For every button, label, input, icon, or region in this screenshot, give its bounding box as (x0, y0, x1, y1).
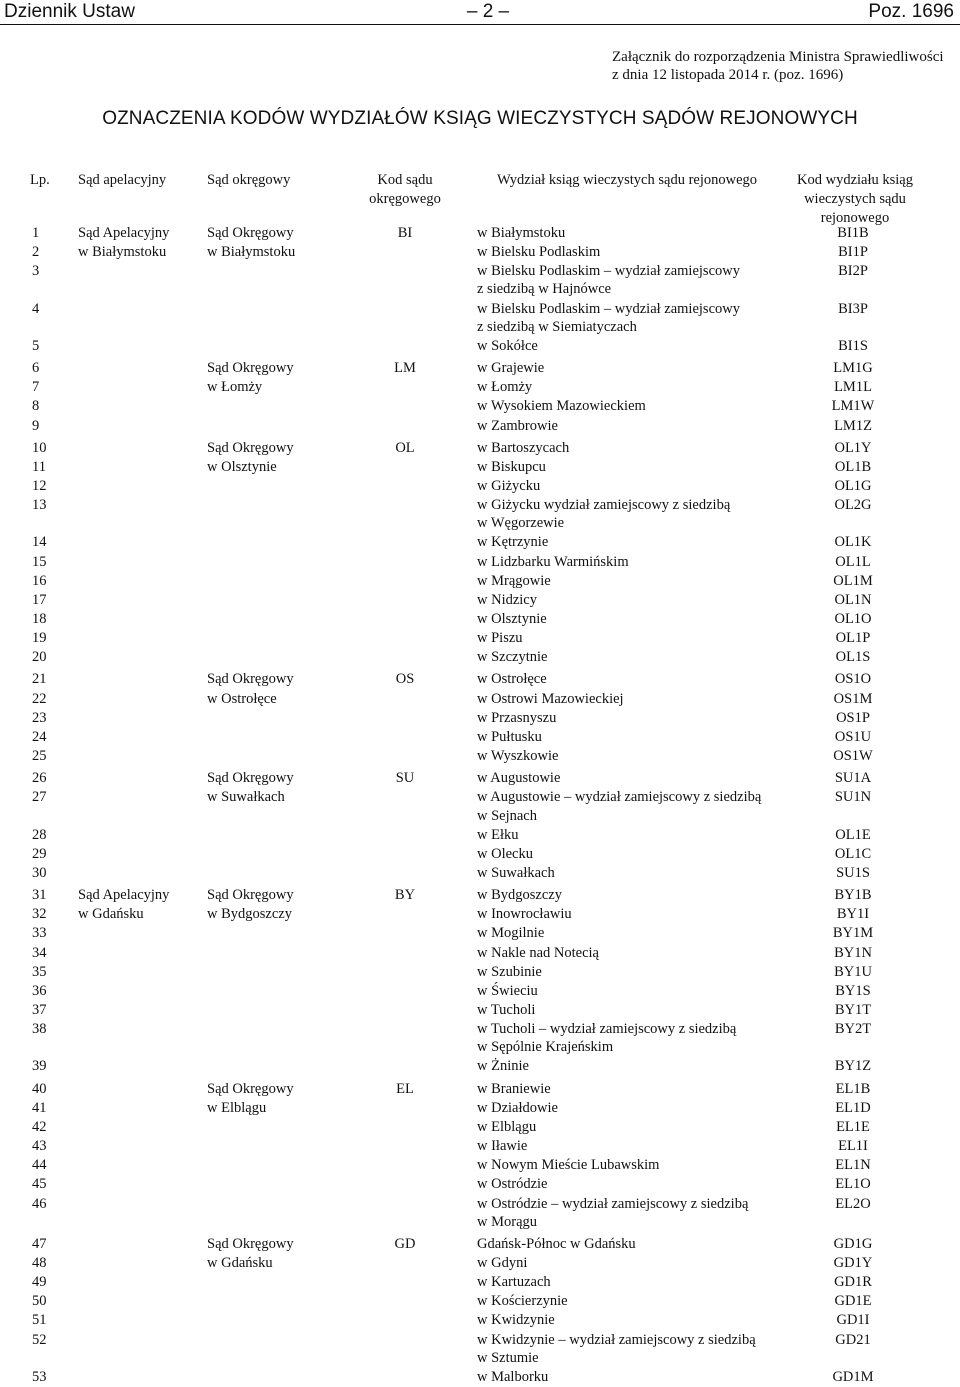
row-division-continued: w Sępólnie Krajeńskim (477, 1039, 614, 1056)
row-division-code: BY1T (834, 1002, 872, 1018)
row-division-code: OL1O (834, 611, 872, 627)
row-lp: 47 (32, 1235, 47, 1252)
row-division: w Malborku (477, 1368, 549, 1385)
row-division: w Pułtusku (477, 728, 542, 745)
row-division: w Tucholi – wydział zamiejscowy z siedzibą (477, 1021, 737, 1038)
row-lp: 6 (32, 360, 40, 377)
row-regional-court: w Elblągu (207, 1099, 267, 1116)
row-division-code: BY2T (834, 1021, 872, 1038)
row-division: w Nowym Mieście Lubawskim (477, 1157, 660, 1174)
row-division-code: OL1C (834, 845, 872, 862)
row-division: w Bartoszycach (477, 439, 570, 456)
row-lp: 11 (32, 458, 46, 475)
row-division-code: EL1O (835, 1176, 871, 1193)
row-division-continued: w Morągu (477, 1213, 538, 1230)
row-regional-code: EL (396, 1080, 414, 1097)
row-lp: 33 (32, 925, 47, 942)
row-division-code: GD1R (834, 1274, 872, 1291)
header-regional-court: Sąd okręgowy (207, 172, 291, 188)
row-lp: 8 (32, 398, 40, 415)
row-division: w Lidzbarku Warmińskim (477, 553, 629, 570)
row-division-code: OL1K (834, 534, 872, 551)
row-division-code: OS1P (836, 709, 870, 726)
row-division-code: GD1M (832, 1368, 874, 1385)
row-division: Gdańsk-Północ w Gdańsku (477, 1235, 636, 1252)
row-division-code: EL1I (838, 1138, 868, 1154)
row-division-code: OL1Y (834, 439, 872, 456)
row-division-code: OL1G (834, 477, 872, 494)
journal-name: Dziennik Ustaw (4, 1, 135, 22)
row-division: w Szczytnie (477, 649, 548, 666)
row-regional-code: OS (395, 671, 415, 688)
row-division: w Augustowie (477, 770, 561, 787)
row-division-code: OL1S (835, 649, 871, 666)
row-division-code: LM1L (834, 379, 872, 396)
row-lp: 10 (32, 439, 47, 456)
annex-line-2: z dnia 12 listopada 2014 r. (poz. 1696) (612, 67, 844, 83)
row-lp: 37 (32, 1002, 47, 1018)
row-lp: 53 (32, 1368, 47, 1385)
row-regional-court: w Białymstoku (207, 244, 296, 261)
row-division-code: GD21 (835, 1331, 871, 1348)
row-division-code: SU1N (834, 789, 872, 806)
row-division: w Bielsku Podlaskim – wydział zamiejscowy (477, 263, 740, 280)
header-appeal-court: Sąd apelacyjny (78, 172, 167, 188)
row-lp: 18 (32, 611, 47, 627)
row-lp: 12 (32, 477, 47, 494)
row-appeal-court: Sąd Apelacyjny (78, 887, 170, 904)
row-lp: 9 (32, 417, 40, 434)
row-division: w Inowrocławiu (477, 906, 572, 923)
row-division: w Zambrowie (477, 417, 558, 434)
row-regional-court: w Ostrołęce (207, 690, 277, 707)
row-division-code: EL1D (835, 1099, 871, 1116)
row-division: w Ełku (477, 826, 519, 843)
row-division: w Olecku (477, 845, 533, 862)
row-lp: 49 (32, 1274, 47, 1291)
row-lp: 38 (32, 1021, 47, 1038)
row-lp: 20 (32, 649, 47, 666)
row-division-continued: w Węgorzewie (477, 515, 565, 532)
row-division-continued: z siedzibą w Siemiatyczach (477, 318, 637, 335)
row-division: w Wyszkowie (477, 748, 559, 764)
row-division-code: BI1B (837, 225, 869, 241)
row-lp: 19 (32, 630, 47, 647)
row-division-continued: z siedzibą w Hajnówce (477, 281, 612, 298)
row-division-continued: w Sejnach (477, 807, 537, 824)
row-appeal-court: w Gdańsku (78, 906, 144, 923)
header-regional-code: Kod sądu okręgowego (369, 172, 441, 207)
row-lp: 2 (32, 244, 40, 261)
row-division: w Augustowie – wydział zamiejscowy z siedzibą (477, 789, 762, 806)
row-lp: 30 (32, 864, 47, 881)
row-division: w Braniewie (477, 1080, 551, 1097)
row-regional-code: OL (395, 439, 415, 456)
row-division-code: BI1P (838, 244, 868, 261)
row-lp: 15 (32, 553, 47, 570)
row-regional-court: Sąd Okręgowy (207, 360, 294, 377)
row-lp: 26 (32, 770, 47, 787)
position-number: Poz. 1696 (868, 1, 954, 22)
row-lp: 31 (32, 887, 47, 904)
row-division-continued: w Sztumie (477, 1349, 539, 1366)
row-division-code: GD1E (834, 1293, 872, 1310)
row-division-code: SU1A (834, 770, 872, 787)
row-lp: 1 (32, 225, 40, 241)
row-lp: 22 (32, 690, 47, 707)
row-appeal-court: w Białymstoku (78, 244, 167, 261)
row-lp: 17 (32, 591, 47, 608)
row-division: w Działdowie (477, 1099, 558, 1116)
row-regional-court: Sąd Okręgowy (207, 887, 294, 904)
row-division-code: BY1Z (834, 1058, 872, 1075)
row-lp: 16 (32, 572, 47, 589)
row-division-code: EL2O (835, 1195, 871, 1212)
row-division-code: BY1U (834, 963, 872, 980)
row-division-code: OS1U (834, 728, 872, 745)
row-lp: 44 (32, 1157, 47, 1174)
row-regional-court: w Łomży (207, 379, 263, 396)
row-regional-court: w Bydgoszczy (207, 906, 292, 923)
row-lp: 48 (32, 1255, 47, 1271)
row-regional-code: SU (395, 770, 415, 787)
row-division: w Iławie (477, 1138, 528, 1154)
row-division-code: GD1G (833, 1235, 873, 1252)
row-lp: 13 (32, 497, 47, 514)
header-lp: Lp. (30, 172, 50, 188)
row-lp: 43 (32, 1138, 47, 1154)
header-division: Wydział ksiąg wieczystych sądu rejonowego (496, 172, 758, 188)
row-lp: 35 (32, 963, 47, 980)
row-division-code: SU1S (836, 864, 870, 881)
row-division: w Suwałkach (477, 864, 555, 881)
row-regional-court: Sąd Okręgowy (207, 1080, 294, 1097)
row-division: w Elblągu (477, 1118, 537, 1135)
row-division: w Tucholi (477, 1002, 536, 1018)
row-regional-court: Sąd Okręgowy (207, 770, 294, 787)
row-division: w Grajewie (477, 360, 545, 377)
row-regional-court: Sąd Okręgowy (207, 225, 294, 241)
row-lp: 50 (32, 1293, 47, 1310)
row-division: w Ostrołęce (477, 671, 547, 688)
row-regional-code: GD (394, 1235, 416, 1252)
row-division-code: BI3P (838, 300, 868, 317)
row-regional-court: w Gdańsku (207, 1255, 273, 1271)
row-division: w Bielsku Podlaskim – wydział zamiejscowy (477, 300, 740, 317)
row-division-code: EL1B (835, 1080, 871, 1097)
row-division: w Ostrowi Mazowieckiej (477, 690, 624, 707)
row-lp: 32 (32, 906, 47, 923)
row-division-code: OS1O (834, 671, 872, 688)
row-division: w Bydgoszczy (477, 887, 562, 904)
row-division: w Nidzicy (477, 591, 537, 608)
row-division: w Kętrzynie (477, 534, 549, 551)
row-lp: 29 (32, 845, 47, 862)
row-division: w Kościerzynie (477, 1293, 568, 1310)
row-regional-court: Sąd Okręgowy (207, 1235, 294, 1252)
row-division: w Nakle nad Notecią (477, 944, 599, 961)
row-division: w Giżycku (477, 477, 541, 494)
row-division: w Łomży (477, 379, 533, 396)
row-division-code: OL1E (835, 826, 871, 843)
row-division: w Mogilnie (477, 925, 545, 942)
row-regional-code: BY (394, 887, 416, 904)
row-lp: 4 (32, 300, 40, 317)
row-lp: 46 (32, 1195, 47, 1212)
row-division: w Piszu (477, 630, 523, 647)
row-division-code: BY1S (835, 982, 871, 999)
row-division-code: LM1G (833, 360, 873, 377)
row-division: w Szubinie (477, 963, 542, 980)
row-division-code: LM1W (831, 398, 875, 415)
row-division-code: BY1N (834, 944, 872, 961)
row-division-code: EL1E (836, 1118, 870, 1135)
row-division: w Żninie (477, 1058, 529, 1075)
row-division: w Gdyni (477, 1255, 528, 1271)
row-division-code: OS1W (833, 748, 873, 764)
row-lp: 39 (32, 1058, 47, 1075)
row-division-code: BI1S (838, 337, 868, 354)
row-division-code: OL2G (834, 497, 872, 514)
row-division: w Wysokiem Mazowieckiem (477, 398, 646, 415)
row-lp: 14 (32, 534, 47, 551)
row-division: w Biskupcu (477, 458, 546, 475)
row-regional-code: LM (394, 360, 416, 377)
row-division: w Giżycku wydział zamiejscowy z siedzibą (477, 497, 731, 514)
row-division: w Świeciu (477, 982, 538, 999)
row-lp: 41 (32, 1099, 47, 1116)
row-division: w Kwidzynie – wydział zamiejscowy z siedzibą (477, 1331, 756, 1348)
row-division-code: BY1B (834, 887, 872, 904)
row-lp: 3 (32, 263, 40, 280)
row-lp: 27 (32, 789, 47, 806)
row-regional-code: BI (397, 225, 413, 241)
row-lp: 21 (32, 671, 47, 688)
row-division: w Ostródzie (477, 1176, 548, 1193)
row-division-code: OL1M (833, 572, 873, 589)
row-appeal-court: Sąd Apelacyjny (78, 225, 170, 241)
row-lp: 51 (32, 1312, 47, 1329)
row-lp: 24 (32, 728, 47, 745)
row-division: w Kwidzynie (477, 1312, 555, 1329)
row-division: w Białymstoku (477, 225, 566, 241)
row-division-code: BI2P (838, 263, 868, 280)
row-division-code: OL1N (834, 591, 872, 608)
page-header (0, 0, 960, 26)
row-division-code: BY1I (836, 906, 870, 923)
row-lp: 34 (32, 944, 47, 961)
header-rule (0, 24, 960, 25)
row-division: w Mrągowie (477, 572, 551, 589)
row-regional-court: Sąd Okręgowy (207, 671, 294, 688)
row-division-code: OL1P (835, 630, 871, 647)
row-division: w Sokółce (477, 337, 538, 354)
row-division: w Bielsku Podlaskim (477, 244, 601, 261)
row-division: w Przasnyszu (477, 709, 557, 726)
row-division-code: OL1B (834, 458, 872, 475)
document-title: OZNACZENIA KODÓW WYDZIAŁÓW KSIĄG WIECZYSTYCH SĄDÓW REJONOWYCH (102, 108, 858, 129)
header-division-code: Kod wydziału ksiąg wieczystych sądu rejonowego (797, 172, 913, 226)
row-lp: 40 (32, 1080, 47, 1097)
row-division: w Ostródzie – wydział zamiejscowy z siedzibą (477, 1195, 749, 1212)
row-division-code: BY1M (832, 925, 874, 942)
annex-line-1: Załącznik do rozporządzenia Ministra Sprawiedliwości (612, 49, 944, 65)
row-regional-court: Sąd Okręgowy (207, 439, 294, 456)
row-lp: 45 (32, 1176, 47, 1193)
row-lp: 42 (32, 1118, 47, 1135)
row-division-code: GD1I (836, 1312, 870, 1329)
row-division-code: EL1N (835, 1157, 871, 1174)
row-division-code: OS1M (833, 690, 873, 707)
row-lp: 23 (32, 709, 47, 726)
row-division-code: LM1Z (834, 417, 872, 434)
row-lp: 7 (32, 379, 40, 396)
row-lp: 5 (32, 337, 40, 354)
row-lp: 28 (32, 826, 47, 843)
row-lp: 52 (32, 1331, 47, 1348)
row-regional-court: w Suwałkach (207, 789, 285, 806)
row-division: w Kartuzach (477, 1274, 551, 1291)
row-lp: 36 (32, 982, 47, 999)
row-division: w Olsztynie (477, 611, 547, 627)
row-division-code: GD1Y (833, 1255, 873, 1271)
row-division-code: OL1L (835, 553, 871, 570)
page-number: – 2 – (466, 1, 510, 22)
row-lp: 25 (32, 748, 47, 764)
row-regional-court: w Olsztynie (207, 458, 277, 475)
